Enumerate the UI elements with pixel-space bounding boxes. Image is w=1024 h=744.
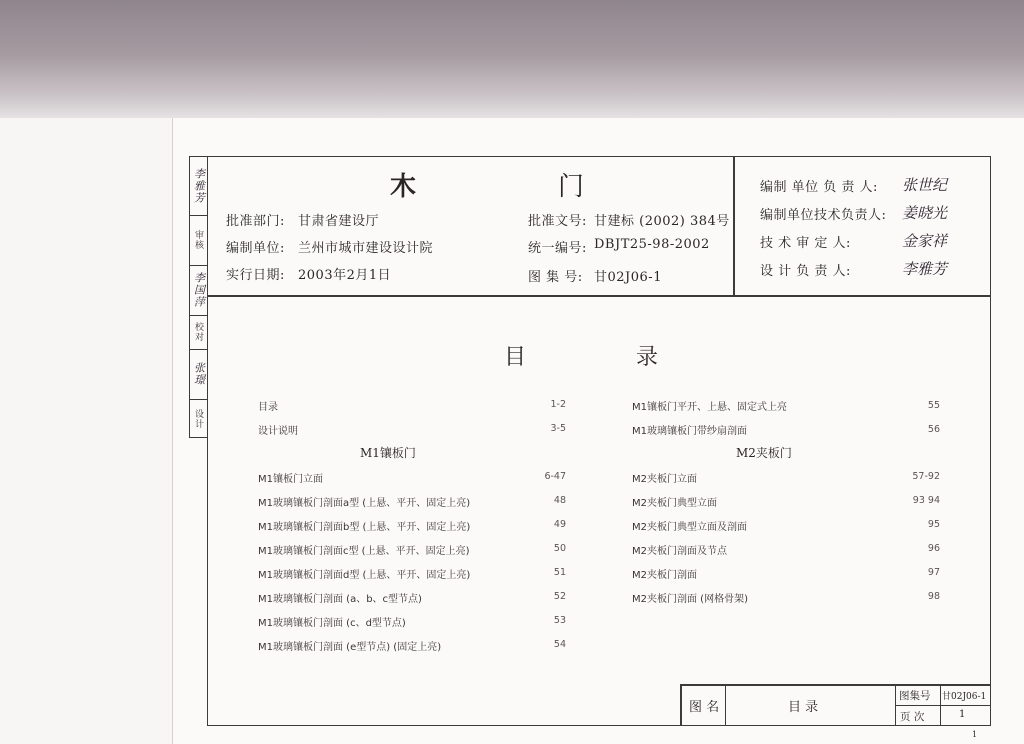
toc-right-column: [632, 398, 952, 614]
left-page: [0, 118, 172, 744]
toc-entry-label: M2夹板门典型立面及剖面: [632, 522, 747, 533]
header-vertical-divider: [733, 156, 735, 296]
toc-entry-label: M2夹板门剖面: [632, 570, 697, 581]
toc-entry-page: 53: [553, 615, 566, 626]
toc-entry: [258, 590, 578, 614]
page-number: 1: [959, 709, 966, 720]
toc-entry: [632, 590, 952, 614]
approval-doc: 甘建标 (2002) 384号: [594, 214, 730, 229]
toc-entry: [258, 494, 578, 518]
toc-entry: [258, 614, 578, 638]
toc-entry-label: M1玻璃镶板门剖面b型 (上悬、平开、固定上亮): [258, 522, 471, 533]
page-label: 页 次: [900, 711, 925, 723]
toc-entry-page: 55: [927, 400, 940, 411]
drawing-name-label: 图 名: [689, 700, 720, 715]
toc-entry-page: 93 94: [912, 495, 940, 506]
toc-entry: [632, 494, 952, 518]
toc-entry-label: 设计说明: [258, 426, 298, 437]
toc-entry: [632, 518, 952, 542]
unified-no: DBJT25-98-2002: [594, 237, 710, 252]
section-header: [258, 444, 578, 470]
toc-entry-page: 54: [553, 639, 566, 650]
side-label-cell: [190, 215, 207, 266]
effective-date: 2003年2月1日: [298, 268, 392, 283]
toc-left-column: [258, 398, 578, 662]
m2-section-title: M2夹板门: [736, 446, 792, 460]
toc-entry-label: M1镶板门平开、上悬、固定式上亮: [632, 402, 787, 413]
toc-entry-page: 48: [553, 495, 566, 506]
toc-entry-label: M1玻璃镶板门剖面 (e型节点) (固定上亮): [258, 642, 442, 653]
toc-entry-label: M2夹板门立面: [632, 474, 697, 485]
review-label: 审核: [193, 230, 203, 250]
side-approval-strip: [189, 156, 207, 438]
atlas-no-label: 图 集 号:: [528, 270, 583, 285]
title-block: [680, 684, 991, 726]
toc-entry-page: 52: [553, 591, 566, 602]
check-label: 校对: [193, 322, 203, 342]
toc-entry-page: 57-92: [912, 471, 940, 482]
toc-entry: [258, 638, 578, 662]
main-title-left: 木: [390, 172, 417, 202]
toc-entry-page: 1-2: [550, 399, 566, 410]
resp-label: 编制 单位 负 责 人:: [760, 180, 878, 195]
approval-dept: 甘肃省建设厅: [298, 214, 380, 229]
resp-signature: 李雅芳: [902, 260, 948, 278]
toc-entry-label: M1玻璃镶板门剖面d型 (上悬、平开、固定上亮): [258, 570, 471, 581]
side-sign-cell: [190, 349, 207, 400]
side-label-cell: [190, 315, 207, 350]
resp-signature: 姜晓光: [902, 204, 948, 222]
toc-entry-page: 97: [927, 567, 940, 578]
toc-entry: [258, 518, 578, 542]
toc-entry-label: M2夹板门剖面及节点: [632, 546, 727, 557]
toc-entry-label: M1玻璃镶板门剖面 (a、b、c型节点): [258, 594, 422, 605]
side-sign-cell: [190, 265, 207, 316]
toc-entry: [632, 542, 952, 566]
toc-entry-page: 95: [927, 519, 940, 530]
toc-entry: [632, 398, 952, 422]
toc-entry-label: M1玻璃镶板门剖面 (c、d型节点): [258, 618, 406, 629]
section-header: [632, 444, 952, 470]
side-label-cell: [190, 399, 207, 438]
resp-label: 技 术 审 定 人:: [760, 236, 851, 251]
atlas-number: 甘02J06-1: [942, 692, 987, 702]
toc-entry: [258, 398, 578, 422]
toc-entry: [632, 422, 952, 444]
unified-no-label: 统一编号:: [528, 241, 587, 256]
approval-doc-label: 批准文号:: [528, 214, 587, 229]
toc-entry: [632, 566, 952, 590]
toc-entry-label: M1镶板门立面: [258, 474, 323, 485]
toc-entry-label: M1玻璃镶板门剖面c型 (上悬、平开、固定上亮): [258, 546, 470, 557]
compiler: 兰州市城市建设设计院: [298, 241, 434, 256]
main-title-right: 门: [558, 172, 585, 202]
toc-entry-label: M1玻璃镶板门带纱扇剖面: [632, 426, 747, 437]
toc-entry: [632, 470, 952, 494]
toc-entry-label: M2夹板门典型立面: [632, 498, 717, 509]
toc-entry-page: 6-47: [544, 471, 566, 482]
toc-entry-label: M2夹板门剖面 (网格骨架): [632, 594, 748, 605]
checker-signature: 李国萍: [192, 272, 206, 308]
toc-title-right: 录: [636, 345, 659, 370]
toc-entry: [258, 422, 578, 444]
toc-entry-page: 50: [553, 543, 566, 554]
scan-shadow: [0, 0, 1024, 118]
m1-section-title: M1镶板门: [360, 446, 416, 460]
toc-entry-label: 目录: [258, 402, 278, 413]
compiler-label: 编制单位:: [226, 241, 285, 256]
toc-entry-page: 56: [927, 424, 940, 435]
resp-signature: 金家祥: [902, 232, 948, 250]
toc-entry-page: 49: [553, 519, 566, 530]
toc-entry-page: 98: [927, 591, 940, 602]
approval-dept-label: 批准部门:: [226, 214, 285, 229]
atlas-label: 图集号: [899, 690, 931, 702]
designer-signature: 张璟: [192, 362, 206, 386]
resp-label: 编制单位技术负责人:: [760, 208, 887, 223]
toc-entry: [258, 542, 578, 566]
reviewer-signature: 李雅芳: [192, 168, 206, 204]
drawing-name: 目 录: [788, 700, 819, 715]
toc-title-left: 目: [504, 345, 527, 370]
side-sign-cell: [190, 157, 207, 216]
atlas-no: 甘02J06-1: [594, 270, 662, 285]
toc-entry: [258, 470, 578, 494]
toc-entry-page: 96: [927, 543, 940, 554]
header-divider: [207, 295, 991, 297]
toc-entry: [258, 566, 578, 590]
corner-mark: 1: [972, 730, 978, 739]
resp-signature: 张世纪: [902, 176, 948, 194]
toc-entry-label: M1玻璃镶板门剖面a型 (上悬、平开、固定上亮): [258, 498, 471, 509]
toc-entry-page: 51: [553, 567, 566, 578]
design-label: 设计: [193, 408, 203, 429]
toc-entry-page: 3-5: [550, 423, 566, 434]
resp-label: 设 计 负 责 人:: [760, 264, 851, 279]
date-label: 实行日期:: [226, 268, 285, 283]
